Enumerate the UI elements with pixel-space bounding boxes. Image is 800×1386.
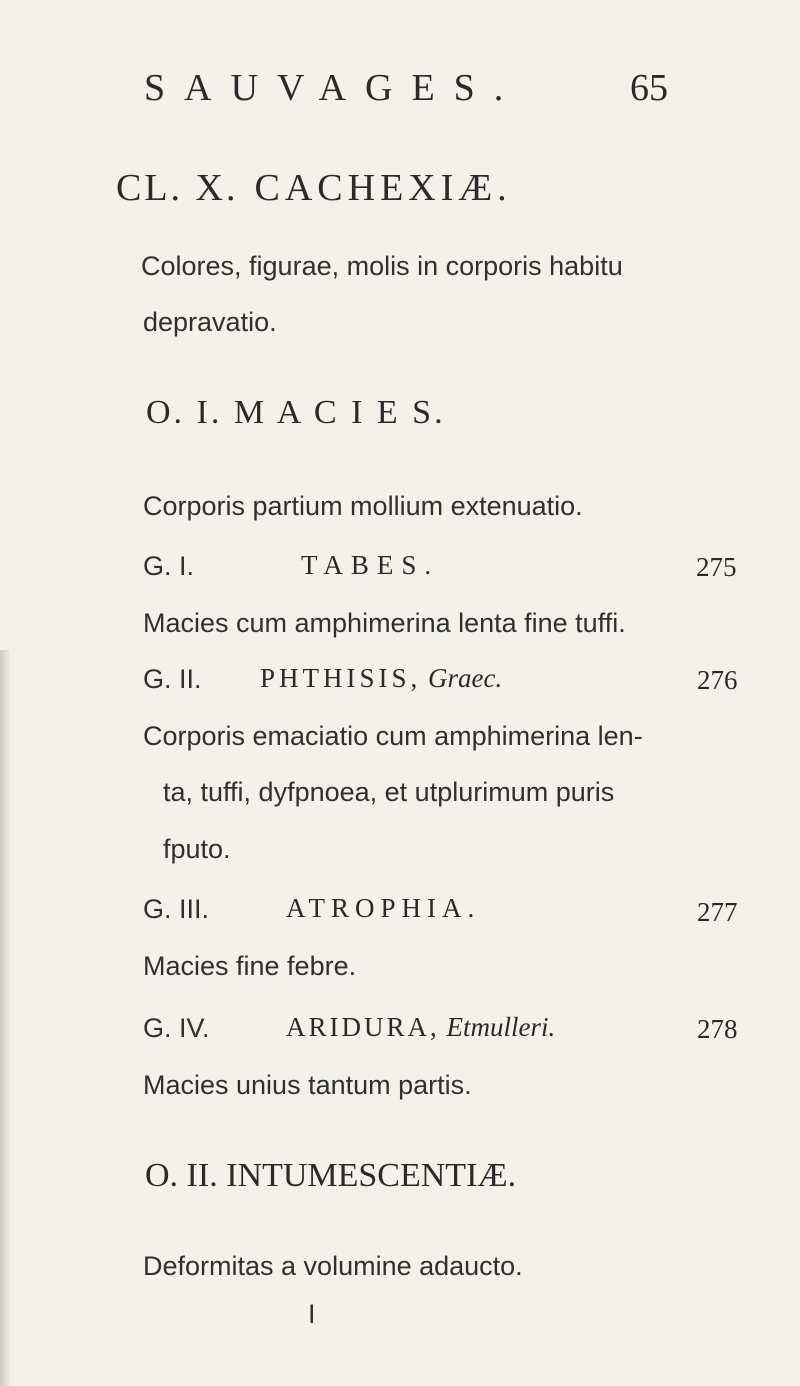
- genus-4-author: Etmulleri.: [446, 1012, 556, 1042]
- genus-1-name: [301, 550, 439, 581]
- page-number: 65: [630, 67, 668, 109]
- genus-2-label: G. II.: [143, 664, 202, 694]
- class-number: CL. X.: [116, 167, 239, 209]
- genus-2-description-line-2: ta, tuffi, dyfpnoea, et utplurimum puris: [163, 777, 615, 807]
- page-edge-shadow: [0, 650, 10, 1386]
- genus-3-label: G. III.: [143, 894, 210, 924]
- genus-3-title: ATROPHIA.: [286, 893, 481, 923]
- class-name: CACHEXIÆ.: [254, 167, 512, 209]
- running-head: [144, 66, 668, 110]
- genus-1-title: TABES.: [301, 550, 440, 580]
- genus-4-description: Macies unius tantum partis.: [143, 1070, 472, 1100]
- genus-1-description: Macies cum amphimerina lenta fine tuffi.: [143, 608, 626, 638]
- genus-2-author: Graec.: [428, 663, 503, 693]
- genus-1-page: 275: [696, 552, 737, 582]
- genus-3-name: [286, 893, 480, 924]
- genus-3-description: Macies fine febre.: [143, 951, 357, 981]
- class-description-line-2: depravatio.: [143, 307, 277, 337]
- order-1-heading: O. I. M A C I E S.: [146, 394, 446, 431]
- running-head-title: SAUVAGES.: [144, 67, 523, 109]
- genus-2-name: [260, 663, 502, 694]
- genus-2-description-line-1: Corporis emaciatio cum amphimerina len-: [143, 721, 643, 751]
- genus-1-label: G. I.: [143, 551, 195, 581]
- class-description-line-1: Colores, figurae, molis in corporis habitu: [141, 251, 623, 281]
- class-heading: [116, 166, 512, 210]
- genus-4-page: 278: [697, 1014, 738, 1044]
- order-2-heading: O. II. INTUMESCENTIÆ.: [145, 1157, 517, 1194]
- order-2-description: Deformitas a volumine adaucto.: [143, 1251, 523, 1281]
- genus-4-title: ARIDURA,: [286, 1012, 440, 1042]
- genus-3-page: 277: [697, 897, 738, 927]
- genus-2-page: 276: [697, 665, 738, 695]
- order-1-description: Corporis partium mollium extenuatio.: [143, 491, 583, 521]
- genus-4-name: [286, 1012, 555, 1043]
- genus-4-label: G. IV.: [143, 1013, 210, 1043]
- genus-2-title: PHTHISIS,: [260, 663, 422, 693]
- signature-mark: I: [308, 1299, 316, 1329]
- genus-2-description-line-3: fputo.: [163, 834, 231, 864]
